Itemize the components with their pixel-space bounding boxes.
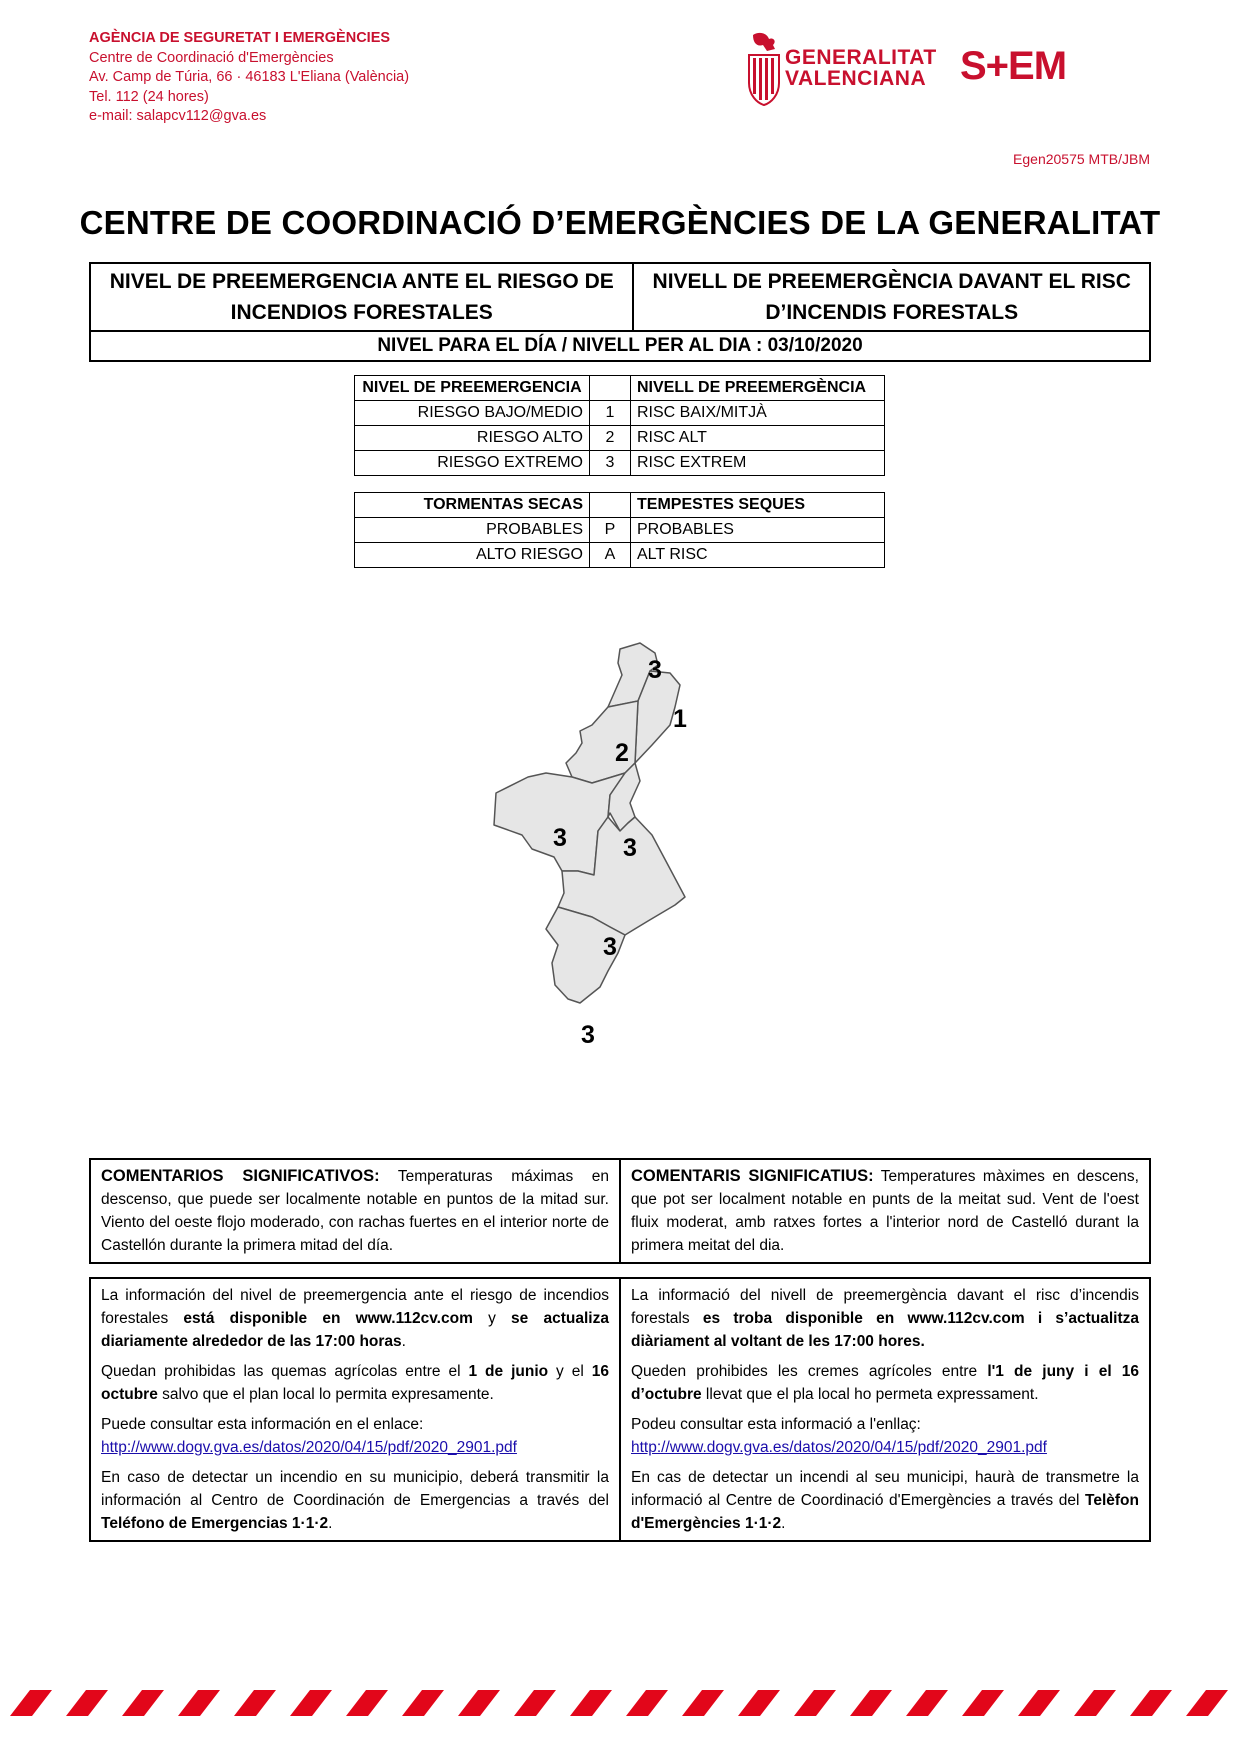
info-es: La información del nivel de preemergencia ante el riesgo de incendios forestales está disponible en www.112cv.com y se actualiza diariamente alrededor de las 17:00 horas. Quedan prohibidas las quemas agrícolas entre el 1 de junio y el 16 octubre salvo que el plan local lo permita expresamente. Puede consultar esta información en el enlace: http://www.dogv.gva.es/datos/2020/04/15/pdf/2020_2901.pdf En caso de detectar un incendio en su municipio, deberá transmitir la información al Centro de Coordinación de Emergencias a través del Teléfono de Emergencias 1·1·2. bbox=[90, 1278, 620, 1541]
footer-stripes bbox=[0, 1690, 1240, 1716]
email: e-mail: salapcv112@gva.es bbox=[89, 108, 267, 124]
storms-header-va: TEMPESTES SEQUES bbox=[631, 493, 885, 518]
logo-line-2: VALENCIANA bbox=[785, 67, 927, 90]
dogv-link[interactable]: http://www.dogv.gva.es/datos/2020/04/15/pdf/2020_2901.pdf bbox=[101, 1439, 517, 1456]
legend-storms bbox=[354, 492, 885, 568]
dogv-link[interactable]: http://www.dogv.gva.es/datos/2020/04/15/pdf/2020_2901.pdf bbox=[631, 1439, 1047, 1456]
phone: Tel. 112 (24 hores) bbox=[89, 88, 209, 105]
legend-header-va: NIVELL DE PREEMERGÈNCIA bbox=[631, 376, 885, 401]
zone-label: 3 bbox=[553, 824, 567, 852]
comments-table bbox=[89, 1158, 1151, 1264]
zone-label: 2 bbox=[615, 739, 629, 767]
sem-logo: S+EM bbox=[960, 44, 1067, 88]
legend-row: ALTO RIESGO A ALT RISC bbox=[355, 543, 885, 568]
legend-header-es: NIVEL DE PREEMERGENCIA bbox=[355, 376, 590, 401]
address: Av. Camp de Túria, 66 · 46183 L'Eliana (València) bbox=[89, 69, 410, 85]
comments-va: COMENTARIS SIGNIFICATIUS: Temperatures màximes en descens, que pot ser localment notable en punts de la meitat sud. Vent de l'oest fluix moderat, amb ratxes fortes a l'interior nord de Castelló durant la primera meitat del dia. bbox=[620, 1159, 1150, 1263]
zone-label: 3 bbox=[648, 656, 662, 684]
heading-table bbox=[89, 262, 1151, 362]
zone-label: 1 bbox=[673, 705, 687, 733]
logo-line-1: GENERALITAT bbox=[785, 46, 937, 69]
coat-of-arms-icon bbox=[745, 31, 785, 107]
legend-levels bbox=[354, 375, 885, 476]
legend-row: PROBABLES P PROBABLES bbox=[355, 518, 885, 543]
heading-va: NIVELL DE PREEMERGÈNCIA DAVANT EL RISC D’INCENDIS FORESTALS bbox=[633, 263, 1150, 331]
agency-header bbox=[89, 29, 409, 127]
info-table bbox=[89, 1277, 1151, 1542]
zone-label: 3 bbox=[581, 1021, 595, 1049]
document-reference: Egen20575 MTB/JBM bbox=[1013, 151, 1150, 167]
zone-label: 3 bbox=[623, 834, 637, 862]
storms-header-es: TORMENTAS SECAS bbox=[355, 493, 590, 518]
page-title: CENTRE DE COORDINACIÓ D’EMERGÈNCIES DE LA GENERALITAT bbox=[79, 204, 1161, 241]
date-line: NIVEL PARA EL DÍA / NIVELL PER AL DIA : 03/10/2020 bbox=[90, 331, 1150, 361]
zone-label: 3 bbox=[603, 933, 617, 961]
centre-name: Centre de Coordinació d'Emergències bbox=[89, 49, 334, 66]
comments-es: COMENTARIOS SIGNIFICATIVOS: Temperaturas máximas en descenso, que puede ser localmente notable en puntos de la mitad sur. Viento del oeste flojo moderado, con rachas fuertes en el interior norte de Castellón durante la primera mitad del día. bbox=[90, 1159, 620, 1263]
risk-zone-map bbox=[480, 635, 740, 1085]
info-va: La informació del nivell de preemergència davant el risc d’incendis forestals es troba disponible en www.112cv.com i s’actualitza diàriament al voltant de les 17:00 hores. Queden prohibides les cremes agrícoles entre l'1 de juny i el 16 d’octubre llevat que el pla local ho permeta expressament. Podeu consultar esta informació a l'enllaç: http://www.dogv.gva.es/datos/2020/04/15/pdf/2020_2901.pdf En cas de detectar un incendi al seu municipi, haurà de transmetre la informació al Centre de Coordinació d'Emergències a través del Telèfon d'Emergències 1·1·2. bbox=[620, 1278, 1150, 1541]
legend-row: RIESGO ALTO 2 RISC ALT bbox=[355, 426, 885, 451]
agency-name: AGÈNCIA DE SEGURETAT I EMERGÈNCIES bbox=[89, 30, 391, 46]
heading-es: NIVEL DE PREEMERGENCIA ANTE EL RIESGO DE INCENDIOS FORESTALES bbox=[90, 263, 633, 331]
legend-row: RIESGO BAJO/MEDIO 1 RISC BAIX/MITJÀ bbox=[355, 401, 885, 426]
generalitat-logo bbox=[745, 31, 937, 107]
legend-row: RIESGO EXTREMO 3 RISC EXTREM bbox=[355, 451, 885, 476]
